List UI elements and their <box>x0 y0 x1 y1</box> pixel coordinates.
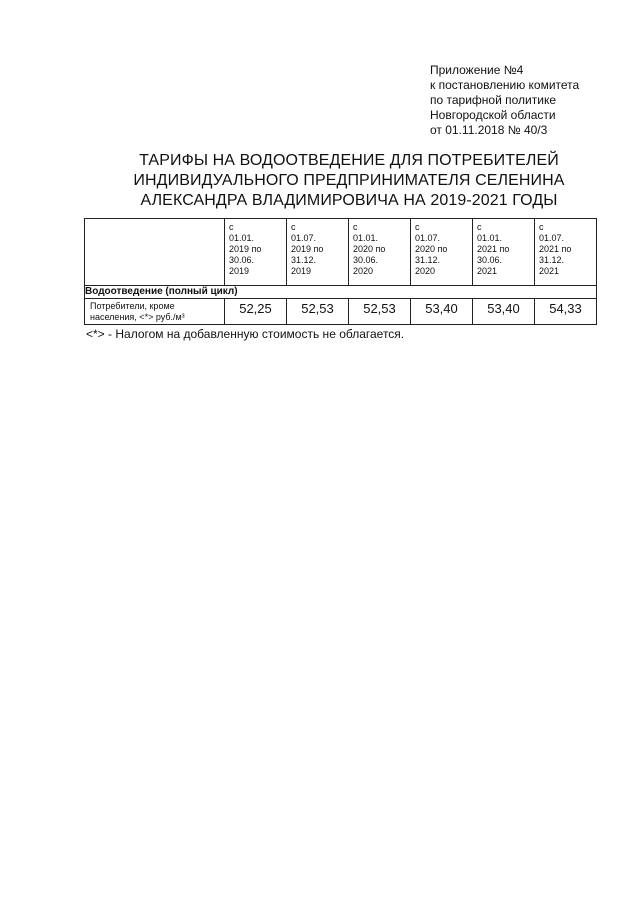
header-corner-cell <box>85 219 225 286</box>
section-label: Водоотведение (полный цикл) <box>85 286 597 299</box>
appendix-reference <box>430 63 579 138</box>
period-header-cell <box>411 219 473 286</box>
period-label: с 01.07. 2021 по 31.12. 2021 <box>539 222 572 276</box>
period-header-cell <box>535 219 597 286</box>
tariff-value: 53,40 <box>425 301 458 316</box>
consumer-category-label: Потребители, кроме населения, <*> руб./м³ <box>90 301 185 322</box>
title-line-2: ИНДИВИДУАЛЬНОГО ПРЕДПРИНИМАТЕЛЯ СЕЛЕНИНА <box>133 172 565 189</box>
vat-footnote: <*> - Налогом на добавленную стоимость не облагается. <box>86 327 405 341</box>
document-title <box>110 151 588 211</box>
period-header-cell <box>473 219 535 286</box>
period-header-cell <box>225 219 287 286</box>
period-label: с 01.01. 2020 по 30.06. 2020 <box>353 222 386 276</box>
tariff-value-cell <box>473 299 535 325</box>
title-line-1: ТАРИФЫ НА ВОДООТВЕДЕНИЕ ДЛЯ ПОТРЕБИТЕЛЕЙ <box>139 152 559 169</box>
appendix-date: от 01.11.2018 № 40/3 <box>430 123 548 137</box>
period-label: с 01.01. 2019 по 30.06. 2019 <box>229 222 262 276</box>
tariff-value-cell <box>349 299 411 325</box>
title-line-3: АЛЕКСАНДРА ВЛАДИМИРОВИЧА НА 2019-2021 ГОДЫ <box>140 192 558 209</box>
period-label: с 01.07. 2019 по 31.12. 2019 <box>291 222 324 276</box>
consumer-category-cell <box>85 299 225 325</box>
period-header-cell <box>287 219 349 286</box>
tariff-value: 53,40 <box>487 301 520 316</box>
period-label: с 01.07. 2020 по 31.12. 2020 <box>415 222 448 276</box>
tariff-value-cell <box>287 299 349 325</box>
tariff-value: 52,53 <box>363 301 396 316</box>
tariff-value: 52,25 <box>239 301 272 316</box>
tariff-value-cell <box>411 299 473 325</box>
section-row <box>85 286 597 299</box>
appendix-line-policy: по тарифной политике <box>430 93 556 107</box>
tariff-value: 54,33 <box>549 301 582 316</box>
appendix-number: Приложение №4 <box>430 63 524 77</box>
tariff-value-cell <box>225 299 287 325</box>
tariff-table <box>84 218 597 325</box>
period-label: с 01.01. 2021 по 30.06. 2021 <box>477 222 510 276</box>
appendix-line-resolution: к постановлению комитета <box>430 78 580 92</box>
table-row <box>85 299 597 325</box>
period-header-cell <box>349 219 411 286</box>
tariff-value: 52,53 <box>301 301 334 316</box>
tariff-value-cell <box>535 299 597 325</box>
appendix-line-region: Новгородской области <box>430 108 556 122</box>
table-header-row <box>85 219 597 286</box>
